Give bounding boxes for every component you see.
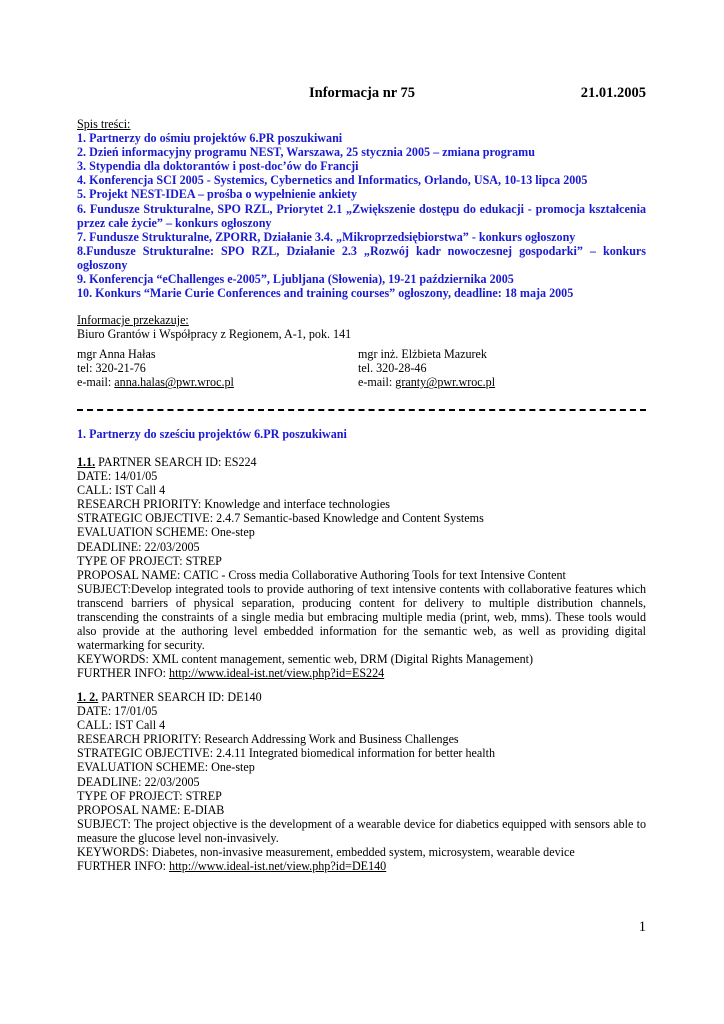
search-proposal: PROPOSAL NAME: CATIC - Cross media Collaborative Authoring Tools for text Intensive Content: [77, 567, 566, 582]
contact-persons: [77, 347, 646, 391]
toc-item-9[interactable]: 9. Konferencja “eChallenges e-2005”, Ljubljana (Słowenia), 19-21 października 2005: [77, 272, 514, 287]
partner-search-1: [77, 455, 646, 681]
person-phone: tel. 320-28-46: [358, 361, 427, 376]
toc-item-3[interactable]: 3. Stypendia dla doktorantów i post-doc’ów do Francji: [77, 159, 359, 174]
section-heading: 1. Partnerzy do sześciu projektów 6.PR poszukiwani: [77, 427, 347, 441]
search-priority: RESEARCH PRIORITY: Research Addressing Work and Business Challenges: [77, 732, 459, 747]
document-header: [77, 86, 646, 106]
search-objective: STRATEGIC OBJECTIVE: 2.4.7 Semantic-based Knowledge and Content Systems: [77, 511, 484, 526]
search-date: DATE: 14/01/05: [77, 469, 158, 484]
email-prefix: e-mail:: [77, 375, 115, 390]
search-evaluation: EVALUATION SCHEME: One-step: [77, 525, 255, 540]
toc-item-8[interactable]: 8.Fundusze Strukturalne: SPO RZL, Działanie 2.3 „Rozwój kadr nowoczesnej gospodarki” – konkurs ogłoszony: [77, 243, 646, 272]
person-name: mgr inż. Elżbieta Mazurek: [358, 347, 487, 362]
search-info: [77, 666, 646, 680]
person-phone: tel: 320-21-76: [77, 361, 146, 376]
document-date: 21.01.2005: [580, 85, 646, 101]
search-keywords: KEYWORDS: XML content management, sementic web, DRM (Digital Rights Management): [77, 652, 534, 667]
document-title: Informacja nr 75: [309, 85, 416, 101]
contact-info: [77, 313, 646, 391]
info-label: FURTHER INFO:: [77, 666, 170, 681]
search-info: [77, 859, 646, 873]
contact-person-2: [358, 347, 495, 389]
person-email-row: [358, 375, 495, 389]
search-id-line: [77, 690, 646, 704]
toc-item-7[interactable]: 7. Fundusze Strukturalne, ZPORR, Działanie 3.4. „Mikroprzedsiębiorstwa” - konkurs ogłoszony: [77, 229, 576, 244]
search-id: PARTNER SEARCH ID: ES224: [95, 455, 257, 469]
search-deadline: DEADLINE: 22/03/2005: [77, 539, 200, 554]
search-subject: SUBJECT: The project objective is the development of a wearable device for diabetics equipped with sensors able to measure the glucose level non-invasively.: [77, 816, 646, 845]
email-link[interactable]: anna.halas@pwr.wroc.pl: [114, 375, 234, 390]
contact-person-1: [77, 347, 234, 389]
toc-item-2[interactable]: 2. Dzień informacyjny programu NEST, Warszawa, 25 stycznia 2005 – zmiana programu: [77, 145, 535, 160]
search-number: 1.1.: [77, 455, 96, 469]
contact-label: Informacje przekazuje:: [77, 313, 189, 327]
table-of-contents: [77, 117, 646, 300]
toc-label: Spis treści:: [77, 117, 131, 131]
toc-item-1[interactable]: 1. Partnerzy do ośmiu projektów 6.PR poszukiwani: [77, 131, 343, 146]
search-keywords: KEYWORDS: Diabetes, non-invasive measurement, embedded system, microsystem, wearable device: [77, 845, 575, 860]
search-type: TYPE OF PROJECT: STREP: [77, 553, 222, 568]
person-email-row: [77, 375, 234, 389]
search-proposal: PROPOSAL NAME: E-DIAB: [77, 802, 225, 817]
search-call: CALL: IST Call 4: [77, 483, 166, 498]
contact-office: Biuro Grantów i Współpracy z Regionem, A-1, pok. 141: [77, 327, 352, 342]
info-label: FURTHER INFO:: [77, 859, 170, 874]
toc-item-10[interactable]: 10. Konkurs “Marie Curie Conferences and training courses” ogłoszony, deadline: 18 maja 2005: [77, 286, 574, 301]
search-deadline: DEADLINE: 22/03/2005: [77, 774, 200, 789]
search-number: 1. 2.: [77, 690, 99, 704]
section-divider: [77, 409, 646, 411]
search-id: PARTNER SEARCH ID: DE140: [98, 690, 262, 704]
toc-item-6[interactable]: 6. Fundusze Strukturalne, SPO RZL, Priorytet 2.1 „Zwiększenie dostępu do edukacji - promocja kształcenia przez całe życie” – konkurs ogłoszony: [77, 201, 646, 230]
page-number: 1: [638, 919, 646, 935]
search-id-line: [77, 455, 646, 469]
search-evaluation: EVALUATION SCHEME: One-step: [77, 760, 255, 775]
search-priority: RESEARCH PRIORITY: Knowledge and interface technologies: [77, 497, 390, 512]
person-name: mgr Anna Hałas: [77, 347, 156, 362]
email-link[interactable]: granty@pwr.wroc.pl: [395, 375, 496, 390]
search-type: TYPE OF PROJECT: STREP: [77, 788, 222, 803]
search-objective: STRATEGIC OBJECTIVE: 2.4.11 Integrated biomedical information for better health: [77, 746, 496, 761]
search-date: DATE: 17/01/05: [77, 704, 158, 719]
info-link[interactable]: http://www.ideal-ist.net/view.php?id=ES224: [169, 666, 385, 681]
partner-search-2: [77, 690, 646, 873]
email-prefix: e-mail:: [358, 375, 396, 390]
search-call: CALL: IST Call 4: [77, 718, 166, 733]
toc-item-5[interactable]: 5. Projekt NEST-IDEA – prośba o wypełnienie ankiety: [77, 187, 357, 202]
toc-item-4[interactable]: 4. Konferencja SCI 2005 - Systemics, Cybernetics and Informatics, Orlando, USA, 10-13 lipca 2005: [77, 173, 588, 188]
search-subject: SUBJECT:Develop integrated tools to provide authoring of text intensive contents with collaborative features which transcend barriers of physical separation, producing content for delivery to multiple distribution channels, transcending the constraints of a single media but embracing multiple media (print, web, mms). These tools would also provide at the authoring level embedded information for the semantic web, as well as providing digital watermarking for security.: [77, 581, 646, 653]
info-link[interactable]: http://www.ideal-ist.net/view.php?id=DE140: [169, 859, 387, 874]
